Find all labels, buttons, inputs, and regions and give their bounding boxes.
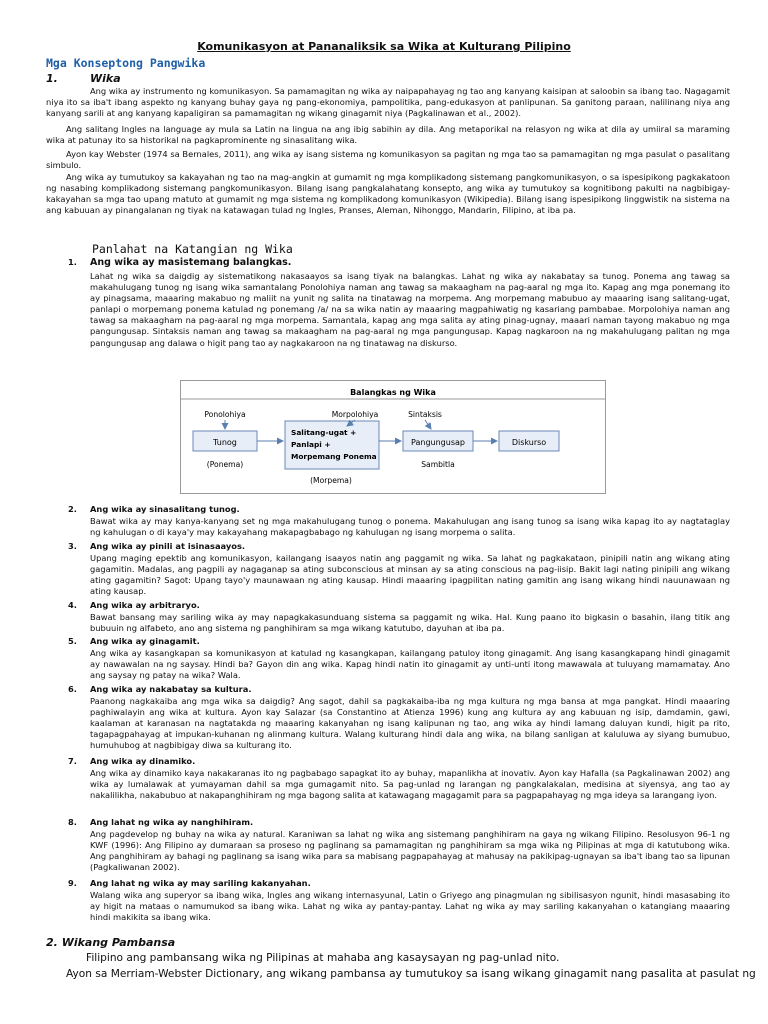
item-number: 6. <box>68 684 77 694</box>
item-number: 3. <box>68 541 77 551</box>
item-number: 2. <box>68 504 77 514</box>
label-morpolohiya: Morpolohiya <box>331 410 379 419</box>
item-heading: Ang wika ay masistemang balangkas. <box>90 257 292 268</box>
diagram-title: Balangkas ng Wika <box>350 388 436 397</box>
box-pangungusap-label: Pangungusap <box>411 438 465 447</box>
morph-line-1: Salitang-ugat + <box>291 428 357 437</box>
paragraph-section-2-1: Filipino ang pambansang wika ng Pilipinas at mahaba ang kasaysayan ng pag-unlad nito. <box>86 952 560 964</box>
item-body: Paanong nagkakaiba ang mga wika sa daigdig? Ang sagot, dahil sa pagkakaiba-iba ng mga kultura ng mga bansa at mga pangkat. Hindi maaaring paghiwalayin ang wika at kultura. Ayon kay Salazar (sa Constantino at Atienza 1996) kung ang kultura ay ang kabuuan ng isip, damdamin, gawi, kaalaman at karanasan na nagtatakda ng maaaring kakanyahan ng isang kalipunan ng tao, ang wika ay hindi lamang daluyan kundi, higit pa rito, tagapagpahayag at impukan-kuhanan ng alinmang kultura. Walang kulturang hindi dala ang wika, na bilang sanligan at kaluluwa ay siyang bumubuo, humuhubog at nagbibigay diwa sa kulturang ito. <box>90 696 730 751</box>
section-2-heading <box>46 936 175 949</box>
morph-line-2: Panlapi + <box>291 440 331 449</box>
structure-diagram <box>180 380 606 494</box>
section-2-label: Wikang Pambansa <box>61 936 176 949</box>
paragraph-intro-2: Ang salitang Ingles na language ay mula sa Latin na lingua na ang ibig sabihin ay dila. Ang metaporikal na relasyon ng wika at dila ay umiiral sa maraming wika at patunay ito sa historikal na pagkaprominente ng sinasalitang wika. <box>46 124 730 146</box>
item-heading: Ang lahat ng wika ay may sariling kakanyahan. <box>90 878 311 888</box>
diagram-canvas <box>181 381 605 493</box>
label-sintaksis: Sintaksis <box>408 410 442 419</box>
item-label: Wika <box>90 72 121 85</box>
item-number: 1. <box>46 72 58 85</box>
item-body: Lahat ng wika sa daigdig ay sistematikong nakasaayos sa isang tiyak na balangkas. Lahat ng wika ay nakabatay sa tunog. Ponema ang tawag sa makahulugang tunog ng isang wika samantalang Ponolohiya naman ang tawag sa makaagham na pag-aaral ng mga ito. Kapag ang mga ponemang ito ay pinagsama, maaaring makabuo ng maliit na yunit ng salita na tinatawag na morpema. Ang morpemang mabubuo ay maaaring isang salitang-ugat, panlapi o morpemang ponema katulad ng ponemang /a/ na sa wika natin ay maaaring magpahiwatig ng kasariang pambabae. Morpolohiya naman ang tawag sa makaagham na pag-aaral ng mga morpema. Samantala, kapag ang mga salita ay ating pinag-ugnay, maaari naman tayong makabuo ng mga pangungusap. Sintaksis naman ang tawag sa makaagham na pag-aaral ng mga pangungusap. Kapag nagkaroon na ng makahulugang palitan ng mga pangungusap ang dalawa o higit pang tao ay nagkakaroon na ng tinatawag na diskurso. <box>90 271 730 348</box>
paragraph-section-2-2: Ayon sa Merriam-Webster Dictionary, ang wikang pambansa ay tumutukoy sa isang wikang ginagamit nang pasalita at pasulat ng <box>66 968 756 980</box>
item-number: 4. <box>68 600 77 610</box>
item-body: Walang wika ang superyor sa ibang wika, Ingles ang wikang internasyunal, Latin o Griyego ang pinagmulan ng sibilisasyon ngunit, hindi masasabing ito ay higit na mataas o namumukod sa ibang wika. Lahat ng wika ay pantay-pantay. Lahat ng wika ay may sariling kakanyahan o katangiang maaaring hindi makikita sa ibang wika. <box>90 890 730 923</box>
label-morpema: (Morpema) <box>310 476 352 485</box>
section-2-number: 2. <box>46 936 58 949</box>
section-heading: Mga Konseptong Pangwika <box>46 56 206 70</box>
paragraph-intro-4: Ang wika ay tumutukoy sa kakayahan ng tao na mag-angkin at gumamit ng mga komplikadong sistemang pangkomunikasyon, o sa ispesipikong pagkakatoon ng nasabing komplikadong sistemang pangkomunikasyon. Bilang isang pangkalahatang konsepto, ang wika ay tumutukoy sa kognitibong pakulti na nagbibigay-kakayahan sa mga tao upang matuto at gumamit ng mga sistema ng komplikadong komunikasyon (Wikipedia). Bilang isang ispesipikong linggwistik na sistema na ang kabuuan ay pinangalanan ng tiyak na katawagan tulad ng Ingles, Pranses, Aleman, Nihonggo, Mandarin, Filipino, at iba pa. <box>46 172 730 216</box>
item-number: 8. <box>68 817 77 827</box>
label-ponema: (Ponema) <box>206 460 244 469</box>
paragraph-intro-3: Ayon kay Webster (1974 sa Bernales, 2011), ang wika ay isang sistema ng komunikasyon sa pagitan ng mga tao sa pamamagitan ng mga pasulat o pasalitang simbulo. <box>46 149 730 171</box>
box-tunog-label: Tunog <box>213 438 237 447</box>
item-number: 5. <box>68 636 77 646</box>
item-number: 9. <box>68 878 77 888</box>
item-heading: Ang wika ay sinasalitang tunog. <box>90 504 240 514</box>
item-heading: Ang lahat ng wika ay nanghihiram. <box>90 817 254 827</box>
item-body: Upang maging epektib ang komunikasyon, kailangang isaayos natin ang paggamit ng wika. Sa lahat ng pagkakataon, pinipili natin ang wikang ating gagamitin. Madalas, ang pagpili ay nagaganap sa ating subconscious at minsan ay sa ating conscious na pag-iisip. Bakit lagi nating pinipili ang wikang ating gagamitin? Sagot: Upang tayo'y maunawaan ng ating kausap. Hindi maaaring ipagpilitan nating gamitin ang isang wikang hindi nauunawaan ng ating kausap. <box>90 553 730 597</box>
label-sambitla: Sambitla <box>421 460 455 469</box>
item-number: 7. <box>68 756 77 766</box>
arrow-sintaksis <box>425 420 431 429</box>
document-title: Komunikasyon at Pananaliksik sa Wika at Kulturang Pilipino <box>197 40 571 53</box>
item-heading: Ang wika ay dinamiko. <box>90 756 196 766</box>
box-diskurso-label: Diskurso <box>511 438 547 447</box>
item-heading-wika <box>46 72 121 85</box>
item-body: Ang pagdevelop ng buhay na wika ay natural. Karaniwan sa lahat ng wika ang sistemang panghihiram na gaya ng wikang Filipino. Resolusyon 96-1 ng KWF (1996): Ang Filipino ay dumaraan sa proseso ng paglinang sa pamamagitan ng panghihiram sa mga wika ng Pilipinas at mga di katutubong wika. Ang panghihiram ay bahagi ng paglinang sa isang wika para sa mabisang pagpapahayag at mahusay na pakikipag-ugnayan sa iba't ibang tao sa lipunan (Pagkaliwanan 2002). <box>90 829 730 873</box>
item-heading: Ang wika ay pinili at isinasaayos. <box>90 541 246 551</box>
item-body: Bawat bansang may sariling wika ay may napagkakasunduang sistema sa paggamit ng wika. Hal. Kung paano ito bigkasin o basahin, ilang titik ang bubuuin ng alfabeto, ano ang sistema ng panghihiram sa mga wikang katutubo, dayuhan at iba pa. <box>90 612 730 634</box>
item-number: 1. <box>68 257 77 267</box>
item-body: Ang wika ay kasangkapan sa komunikasyon at katulad ng kasangkapan, kailangang patuloy itong ginagamit. Ang isang kasangkapang hindi ginagamit ay nawawalan na ng saysay. Hindi ba? Gayon din ang wika. Kapag hindi natin ito ginagamit ay unti-unti itong mawawala at tuluyang mamamatay. Ano ang saysay ng patay na wika? Wala. <box>90 648 730 681</box>
item-heading: Ang wika ay arbitraryo. <box>90 600 200 610</box>
paragraph-intro-1: Ang wika ay instrumento ng komunikasyon. Sa pamamagitan ng wika ay naipapahayag ng tao ang kanyang kaisipan at saloobin sa ibang tao. Nagagamit niya ito sa iba't ibang aspekto ng kanyang buhay gaya ng pang-ekonomiya, pampolitika, pang-edukasyon at panlipunan. Sa ganitong paraan, nalilinang niya ang kanyang sarili at ang kanyang kapaligiran sa pamamagitan ng wikang ginagamit niya (Pagkalinawan et al., 2002). <box>46 86 730 119</box>
morph-line-3: Morpemang Ponema <box>291 452 377 461</box>
subsection-heading: Panlahat na Katangian ng Wika <box>92 242 293 256</box>
item-heading: Ang wika ay nakabatay sa kultura. <box>90 684 252 694</box>
item-heading: Ang wika ay ginagamit. <box>90 636 200 646</box>
item-body: Ang wika ay dinamiko kaya nakakaranas ito ng pagbabago sapagkat ito ay buhay, mapanlikha at inovativ. Ayon kay Hafalla (sa Pagkalinawan 2002) ang wika ay lumalawak at yumayaman dahil sa mga gumagamit nito. Sa pag-unlad ng larangan ng pangkalakalan, medisina at siyensya, ang tao ay nakalilikha, nakabubuo at nakapanghihiram ng mga bagong salita at katawagang magagamit para sa pagpapahayag ng mga ideya sa larangang iyon. <box>90 768 730 801</box>
item-body: Bawat wika ay may kanya-kanyang set ng mga makahulugang tunog o ponema. Makahulugan ang isang tunog sa isang wika kapag ito ay nagtataglay ng kahulugan o di kaya'y may kakayahang makapagbabago ng kahulugan ng isang morpema o salita. <box>90 516 730 538</box>
label-ponolohiya: Ponolohiya <box>204 410 246 419</box>
